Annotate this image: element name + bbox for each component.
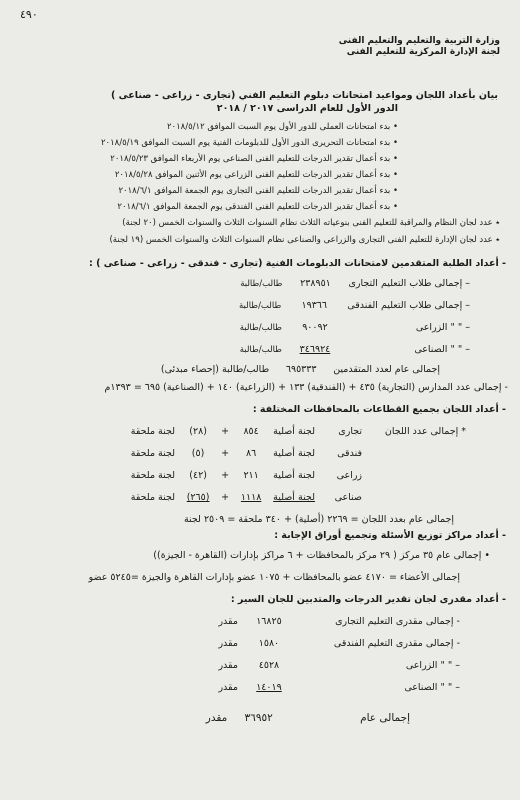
schools-total: - إجمالى عدد المدارس (التجارية) ٤٣٥ + (الفندقية) ١٣٣ + (الزراعية) ١٤٠ + (الصناعية) ٦٩٥ = ١٣٩٣م <box>104 382 508 393</box>
document-subtitle: الدور الأول للعام الدراسى ٢٠١٧ / ٢٠١٨ <box>216 103 398 114</box>
table-row: - إجمالى مقدرى التعليم التجارى ١٦٨٢٥ مقدر <box>218 616 460 627</box>
page-number: ٤٩٠ <box>20 8 38 21</box>
document-title: بيان بأعداد اللجان ومواعيد امتحانات دبلوم التعليم الفني (تجارى - زراعى - صناعى ) <box>111 90 498 101</box>
list-item: • بدء أعمال تقدير الدرجات للتعليم الفنى الزراعى يوم الأثنين الموافق ٢٠١٨/٥/٢٨ <box>115 170 398 180</box>
table-row: صناعى لجنة أصلية ١١١٨ + (٢٦٥) لجنة ملحقة <box>130 492 362 503</box>
graders-heading: - أعداد مقدرى لجان تقدير الدرجات والمتدبين للجان السير : <box>230 594 506 605</box>
list-item: • بدء أعمال تقدير الدرجات للتعليم الفنى الفندقى يوم الجمعة الموافق ٢٠١٨/٦/١ <box>117 202 398 212</box>
committees-intro: * إجمالى عدد اللجان <box>384 426 466 437</box>
committees-total: إجمالى عام بعدد اللجان = ٢٢٦٩ (أصلية) + ٣٤٠ ملحقة = ٢٥٠٩ لجنة <box>183 514 454 525</box>
table-row: فندقى لجنة أصلية ٨٦ + (٥) لجنة ملحقة <box>130 448 362 459</box>
table-row: تجارى لجنة أصلية ٨٥٤ + (٢٨) لجنة ملحقة <box>130 426 362 437</box>
note-item: ٭ عدد لجان الإدارة للتعليم الفنى التجارى والزراعى والصناعى نظام السنوات الثلاث والسنوات الخمس (١٩ لجنة) <box>109 235 500 245</box>
table-row: زراعى لجنة أصلية ٢١١ + (٤٢) لجنة ملحقة <box>130 470 362 481</box>
centers-heading: - أعداد مراكز توزيع الأسئلة وتجميع أوراق الإجابة : <box>274 530 506 541</box>
list-item: • بدء أعمال تقدير الدرجات للتعليم الفنى التجارى يوم الجمعة الموافق ٢٠١٨/٦/١ <box>118 186 398 196</box>
list-item: • بدء امتحانات التحريرى الدور الأول للدبلومات الفنية يوم السبت الموافق ٢٠١٨/٥/١٩ <box>101 138 398 148</box>
list-item: • بدء امتحانات العملى للدور الأول يوم السبت الموافق ٢٠١٨/٥/١٢ <box>167 122 398 132</box>
members-total: إجمالى الأعضاء = ٤١٧٠ عضو بالمحافظات + ١٠٧٥ عضو بإدارات القاهرة والجيزة =٥٢٤٥ عضو <box>88 572 460 583</box>
list-item: • بدء أعمال تقدير الدرجات للتعليم الفنى الصناعى يوم الأربعاء الموافق ٢٠١٨/٥/٢٣ <box>110 154 398 164</box>
committees-heading: - أعداد اللجان بجميع القطاعات بالمحافظات المختلفة : <box>252 404 506 415</box>
table-row: – " " الزراعى ٤٥٢٨ مقدر <box>218 660 460 671</box>
centers-total: • إجمالى عام ٣٥ مركز ( ٢٩ مركز بالمحافظات + ٦ مراكز بإدارات (القاهرة - الجيزة)) <box>153 550 490 561</box>
table-row: - إجمالى مقدرى التعليم الفندقى ١٥٨٠ مقدر <box>218 638 460 649</box>
note-item: ٭ عدد لجان النظام والمراقبة للتعليم الفنى بنوعياته الثلاث نظام السنوات الثلاث والسنوات الخمس (٢٠ لجنة) <box>122 218 500 228</box>
table-row: – " " الصناعى ١٤٠١٩ مقدر <box>218 682 460 693</box>
table-row: – " " الصناعى ٣٤٦٩٢٤ طالب/طالبة <box>240 344 470 355</box>
students-total-row: إجمالى عام لعدد المتقدمين ٦٩٥٣٣٣ طالب/طالبة (إحصاء مبدئى) <box>160 364 440 375</box>
students-heading: - أعداد الطلبة المتقدمين لامتحانات الدبلومات الفنية (تجارى - فندقى - زراعى - صناعى ) : <box>89 258 506 269</box>
letterhead <box>339 36 500 59</box>
committee-name: لجنة الإدارة المركزية للتعليم الفنى <box>346 47 500 58</box>
table-row: – إجمالى طلاب التعليم الفندقى ١٩٣٦٦ طالب/طالبة <box>239 300 470 311</box>
table-row: – " " الزراعى ٩٠٠٩٢ طالب/طالبة <box>240 322 470 333</box>
graders-total-row: إجمالى عام ٣٦٩٥٢ مقدر <box>205 712 410 724</box>
table-row: – إجمالى طلاب التعليم التجارى ٢٣٨٩٥١ طالب/طالبة <box>240 278 470 289</box>
ministry-name: وزارة التربية والتعليم والتعليم الفنى <box>338 36 500 46</box>
